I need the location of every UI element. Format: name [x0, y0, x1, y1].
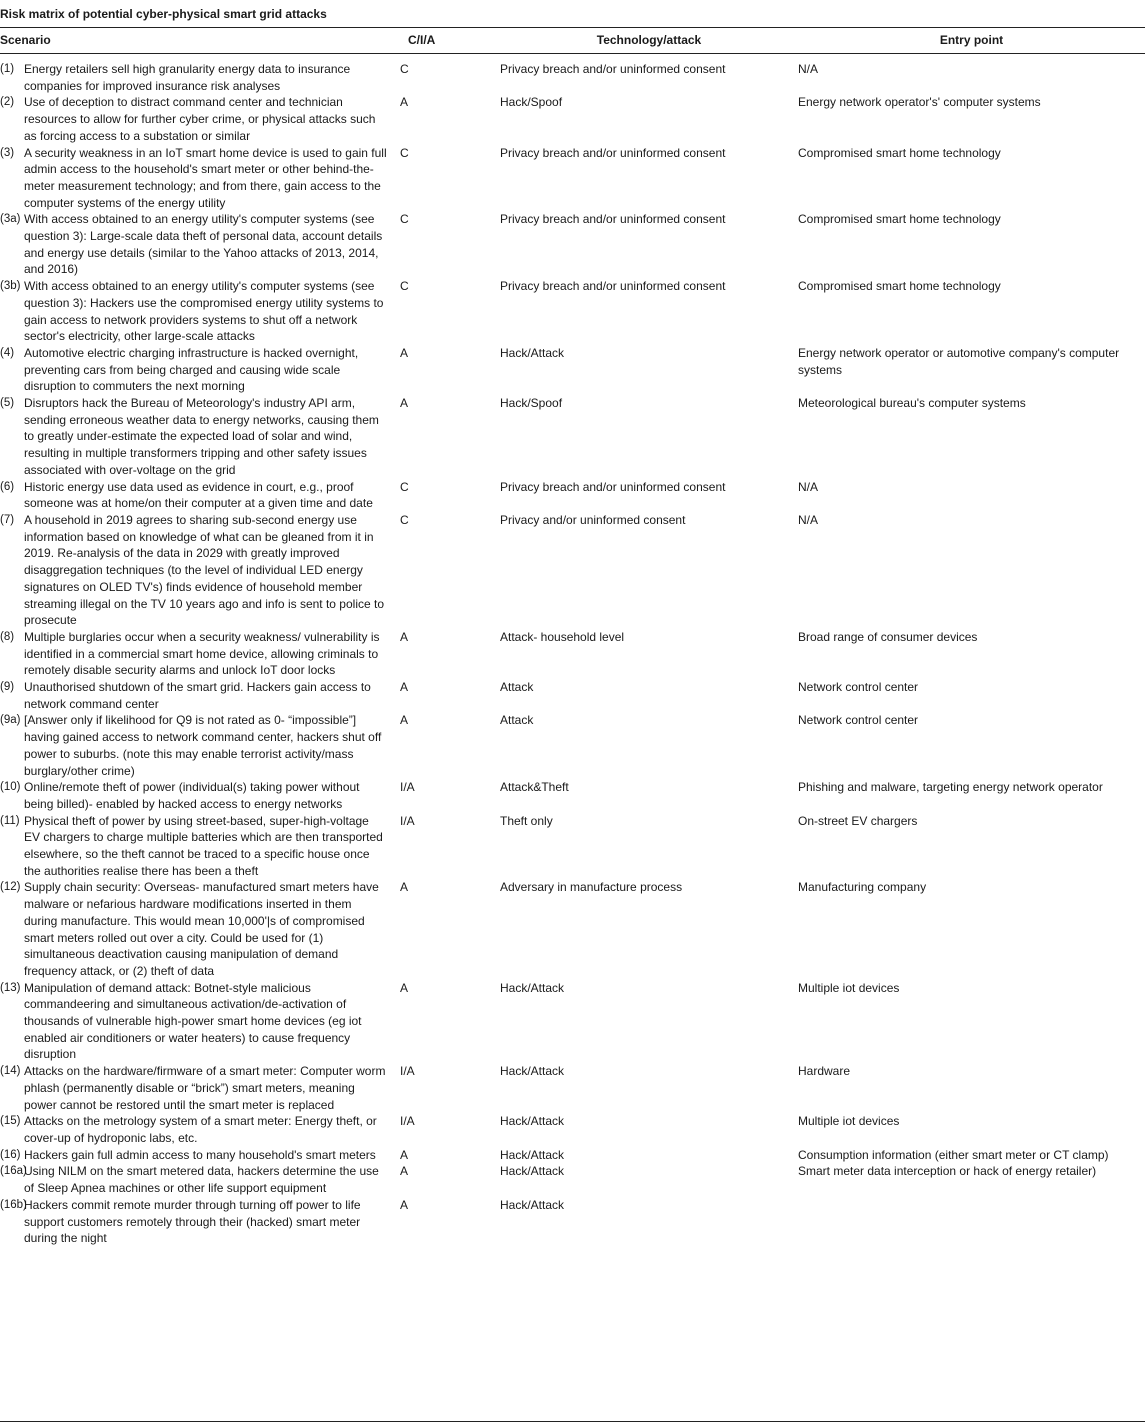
- scenario-wrap: [0, 512, 400, 629]
- table-header-row: [0, 29, 1145, 53]
- scenario-wrap: [0, 61, 400, 94]
- cia-cell: A: [400, 345, 409, 360]
- entry-point-cell: Network control center: [798, 680, 919, 695]
- scenario-text: Hackers commit remote murder through turning off power to life support customers remotely through their (hacked) smart meter during the night: [24, 1197, 361, 1246]
- technology-cell: Hack/Attack: [500, 1147, 565, 1162]
- cia-cell: A: [400, 880, 409, 895]
- scenario-cell: [0, 712, 400, 779]
- entry-point-cell: N/A: [798, 512, 819, 527]
- technology-cell: Hack/Attack: [500, 345, 565, 360]
- scenario-cell: [0, 679, 400, 712]
- scenario-cell: [0, 53, 400, 94]
- table-row: [0, 813, 1145, 880]
- table-row: [0, 879, 1145, 979]
- scenario-number: (3): [0, 146, 15, 159]
- entry-point-cell: Compromised smart home technology: [798, 279, 1001, 294]
- cia-cell: A: [400, 1164, 409, 1179]
- scenario-text: Supply chain security: Overseas- manufactured smart meters have malware or nefarious hardware modifications inserted in them during manufacture. This would mean 10,000'|s of compromised smart meters rolled out over a city. Could be used for (1) simultaneous deactivation causing manipulation of demand frequency attack, or (2) theft of data: [24, 880, 379, 978]
- entry-point-cell: Meteorological bureau's computer systems: [798, 396, 1026, 411]
- scenario-number: (16): [0, 1148, 21, 1161]
- scenario-number: (8): [0, 630, 15, 643]
- scenario-cell: [0, 278, 400, 345]
- cia-cell: A: [400, 95, 409, 110]
- header-entry-point: Entry point: [939, 33, 1004, 48]
- scenario-cell: [0, 879, 400, 979]
- scenario-number: (15): [0, 1115, 21, 1128]
- table-row: [0, 479, 1145, 512]
- scenario-cell: [0, 779, 400, 812]
- scenario-wrap: [0, 1063, 400, 1113]
- scenario-number: (2): [0, 96, 15, 109]
- technology-cell: Privacy breach and/or uninformed consent: [500, 62, 726, 76]
- scenario-cell: [0, 94, 400, 144]
- entry-point-cell: Energy network operator's' computer systems: [798, 95, 1041, 110]
- scenario-text: Hackers gain full admin access to many household's smart meters: [24, 1147, 376, 1162]
- scenario-number: (9): [0, 681, 15, 694]
- scenario-text: Use of deception to distract command center and technician resources to allow for further cyber crime, or physical attacks such as forcing access to a substation or similar: [24, 95, 376, 143]
- cia-cell: I/A: [400, 813, 415, 828]
- scenario-wrap: [0, 345, 400, 395]
- cia-cell: A: [400, 713, 409, 728]
- scenario-wrap: [0, 145, 400, 212]
- cia-cell: A: [400, 629, 409, 644]
- cia-cell: A: [400, 680, 409, 695]
- scenario-text: Unauthorised shutdown of the smart grid. Hackers gain access to network command center: [24, 680, 371, 711]
- scenario-wrap: [0, 629, 400, 679]
- scenario-number: (5): [0, 397, 15, 410]
- scenario-wrap: [0, 779, 400, 812]
- scenario-number: (16b): [0, 1198, 27, 1211]
- technology-cell: Hack/Spoof: [500, 95, 563, 110]
- scenario-text: A security weakness in an IoT smart home device is used to gain full admin access to the household's smart meter or other behind-the-meter measurement technology; and from there, gain access to the computer systems of the energy utility: [24, 145, 387, 210]
- scenario-cell: [0, 980, 400, 1064]
- header-technology: Technology/attack: [596, 33, 702, 48]
- scenario-text: Attacks on the hardware/firmware of a smart meter: Computer worm phlash (permanently disable or “brick”) smart meters, meaning power cannot be restored until the smart meter is replaced: [24, 1064, 386, 1112]
- scenario-wrap: [0, 1197, 400, 1247]
- cia-cell: I/A: [400, 1064, 415, 1079]
- table-row: [0, 278, 1145, 345]
- scenario-wrap: [0, 980, 400, 1064]
- header-cia: C/I/A: [408, 33, 436, 48]
- scenario-cell: [0, 1063, 400, 1113]
- technology-cell: Privacy breach and/or uninformed consent: [500, 479, 726, 494]
- scenario-number: (3a): [0, 213, 21, 226]
- entry-point-cell: Multiple iot devices: [798, 980, 900, 995]
- table-row: [0, 629, 1145, 679]
- scenario-wrap: [0, 712, 400, 779]
- technology-cell: Privacy breach and/or uninformed consent: [500, 212, 726, 227]
- technology-cell: Attack&Theft: [500, 780, 569, 795]
- scenario-number: (14): [0, 1065, 21, 1078]
- scenario-text: Energy retailers sell high granularity energy data to insurance companies for improved insurance risk analyses: [24, 62, 351, 93]
- scenario-wrap: [0, 813, 400, 880]
- entry-point-cell: Consumption information (either smart meter or CT clamp): [798, 1147, 1109, 1162]
- cia-cell: A: [400, 396, 409, 411]
- entry-point-cell: Broad range of consumer devices: [798, 629, 978, 644]
- scenario-number: (7): [0, 513, 15, 526]
- table-row: [0, 779, 1145, 812]
- scenario-cell: [0, 479, 400, 512]
- table-caption: Risk matrix of potential cyber-physical smart grid attacks: [0, 7, 327, 21]
- scenario-cell: [0, 512, 400, 629]
- scenario-wrap: [0, 211, 400, 278]
- risk-matrix-table: [0, 29, 1145, 1247]
- cia-cell: I/A: [400, 780, 415, 795]
- scenario-text: Automotive electric charging infrastructure is hacked overnight, preventing cars from being charged and causing wide scale disruption to commuters the next morning: [24, 345, 359, 394]
- scenario-number: (13): [0, 981, 21, 994]
- entry-point-cell: Phishing and malware, targeting energy network operator: [798, 780, 1103, 795]
- technology-cell: Attack: [500, 680, 534, 695]
- scenario-number: (10): [0, 781, 21, 794]
- scenario-cell: [0, 345, 400, 395]
- scenario-cell: [0, 1197, 400, 1247]
- cia-cell: C: [400, 212, 409, 227]
- scenario-text: Online/remote theft of power (individual(s) taking power without being billed)- enabled by hacked access to energy networks: [24, 780, 360, 811]
- table-bottom-rule: [0, 1421, 1145, 1422]
- scenario-text: A household in 2019 agrees to sharing sub-second energy use information based on knowledge of what can be gleaned from it in 2019. Re-analysis of the data in 2029 with greatly improved disaggregation techniques (to the level of individual LED energy signatures on OLED TV's) finds evidence of household member streaming illegal on the TV 10 years ago and info is sent to police to prosecute: [24, 512, 384, 628]
- scenario-cell: [0, 1163, 400, 1196]
- cia-cell: A: [400, 980, 409, 995]
- entry-point-cell: Network control center: [798, 713, 919, 728]
- table-row: [0, 712, 1145, 779]
- scenario-wrap: [0, 278, 400, 345]
- header-scenario: Scenario: [0, 33, 51, 48]
- entry-point-cell: [798, 1197, 1145, 1247]
- table-row: [0, 1113, 1145, 1146]
- table-row: [0, 94, 1145, 144]
- table-row: [0, 145, 1145, 212]
- entry-point-cell: Multiple iot devices: [798, 1114, 900, 1129]
- scenario-text: Attacks on the metrology system of a smart meter: Energy theft, or cover-up of hydroponic labs, etc.: [24, 1114, 377, 1145]
- table-row: [0, 1147, 1145, 1164]
- scenario-text: Physical theft of power by using street-based, super-high-voltage EV chargers to charge multiple batteries which are then transported elsewhere, so the theft cannot be traced to a specific house once the authorities realise there has been a theft: [24, 813, 383, 878]
- technology-cell: Hack/Attack: [500, 1164, 565, 1179]
- technology-cell: Theft only: [500, 813, 553, 828]
- technology-cell: Attack: [500, 713, 534, 728]
- scenario-wrap: [0, 1147, 400, 1164]
- table-row: [0, 1063, 1145, 1113]
- scenario-text: Historic energy use data used as evidence in court, e.g., proof someone was at home/on their computer at a given time and date: [24, 479, 373, 511]
- entry-point-cell: Hardware: [798, 1064, 851, 1079]
- technology-cell: Hack/Attack: [500, 1064, 565, 1079]
- scenario-cell: [0, 211, 400, 278]
- cia-cell: C: [400, 279, 409, 294]
- scenario-number: (3b): [0, 280, 21, 293]
- technology-cell: Hack/Attack: [500, 1197, 565, 1212]
- table-body: [0, 53, 1145, 1247]
- table-row: [0, 395, 1145, 479]
- entry-point-cell: On-street EV chargers: [798, 813, 918, 828]
- scenario-cell: [0, 813, 400, 880]
- entry-point-cell: Smart meter data interception or hack of energy retailer): [798, 1164, 1097, 1179]
- technology-cell: Hack/Attack: [500, 980, 565, 995]
- entry-point-cell: Manufacturing company: [798, 880, 927, 895]
- cia-cell: A: [400, 1197, 409, 1212]
- scenario-number: (12): [0, 881, 21, 894]
- scenario-text: [Answer only if likelihood for Q9 is not rated as 0- “impossible”] having gained access to network command center, hackers shut off power to suburbs. (note this may enable terrorist activity/mass burglary/other crime): [24, 713, 382, 778]
- scenario-text: Using NILM on the smart metered data, hackers determine the use of Sleep Apnea machines or other life support equipment: [24, 1164, 379, 1196]
- scenario-wrap: [0, 479, 400, 512]
- technology-cell: Attack- household level: [500, 629, 625, 644]
- scenario-cell: [0, 629, 400, 679]
- scenario-cell: [0, 145, 400, 212]
- cia-cell: C: [400, 479, 409, 494]
- cia-cell: I/A: [400, 1114, 415, 1129]
- technology-cell: Hack/Attack: [500, 1114, 565, 1129]
- scenario-text: Multiple burglaries occur when a security weakness/ vulnerability is identified in a commercial smart home device, allowing criminals to remotely disable security alarms and unlock IoT door locks: [24, 629, 380, 678]
- scenario-cell: [0, 1113, 400, 1146]
- scenario-wrap: [0, 94, 400, 144]
- scenario-wrap: [0, 679, 400, 712]
- cia-cell: C: [400, 62, 409, 76]
- cia-cell: C: [400, 512, 409, 527]
- entry-point-cell: N/A: [798, 62, 819, 76]
- entry-point-cell: Compromised smart home technology: [798, 212, 1001, 227]
- scenario-number: (1): [0, 63, 15, 75]
- scenario-cell: [0, 395, 400, 479]
- scenario-wrap: [0, 395, 400, 479]
- table-row: [0, 980, 1145, 1064]
- technology-cell: Privacy and/or uninformed consent: [500, 512, 686, 527]
- entry-point-cell: N/A: [798, 479, 819, 494]
- entry-point-cell: Compromised smart home technology: [798, 145, 1001, 160]
- scenario-number: (16a): [0, 1165, 27, 1178]
- technology-cell: Adversary in manufacture process: [500, 880, 683, 895]
- table-row: [0, 53, 1145, 94]
- scenario-cell: [0, 1147, 400, 1164]
- scenario-wrap: [0, 1113, 400, 1146]
- table-row: [0, 512, 1145, 629]
- scenario-wrap: [0, 1163, 400, 1196]
- table-row: [0, 211, 1145, 278]
- scenario-text: Disruptors hack the Bureau of Meteorology's industry API arm, sending erroneous weather data to energy networks, causing them to greatly under-estimate the expected load of solar and wind, resulting in multiple transformers tripping and other safety issues associated with over-voltage on the grid: [24, 396, 379, 477]
- technology-cell: Privacy breach and/or uninformed consent: [500, 145, 726, 160]
- table-row: [0, 1163, 1145, 1196]
- scenario-text: With access obtained to an energy utility's computer systems (see question 3): Large-scale data theft of personal data, account details and energy use details (similar to the Yahoo attacks of 2013, 2014, and 2016): [24, 212, 383, 277]
- cia-cell: A: [400, 1147, 409, 1162]
- table-row: [0, 1197, 1145, 1247]
- scenario-wrap: [0, 879, 400, 979]
- scenario-number: (4): [0, 346, 15, 359]
- technology-cell: Privacy breach and/or uninformed consent: [500, 279, 726, 294]
- scenario-text: Manipulation of demand attack: Botnet-style malicious commandeering and simultaneous activation/de-activation of thousands of vulnerable high-power smart home devices (eg iot enabled air conditioners or water heaters) to cause frequency disruption: [24, 980, 362, 1062]
- technology-cell: Hack/Spoof: [500, 396, 563, 411]
- scenario-number: (6): [0, 480, 15, 493]
- table-row: [0, 679, 1145, 712]
- scenario-number: (11): [0, 814, 20, 827]
- table-top-rule: [0, 27, 1145, 28]
- table-row: [0, 345, 1145, 395]
- scenario-number: (9a): [0, 714, 21, 727]
- entry-point-cell: Energy network operator or automotive company's computer systems: [798, 345, 1120, 377]
- scenario-text: With access obtained to an energy utility's computer systems (see question 3): Hackers use the compromised energy utility systems to gain access to network providers systems to shut off a network sector's electricity, other large-scale attacks: [24, 279, 384, 344]
- cia-cell: C: [400, 145, 409, 160]
